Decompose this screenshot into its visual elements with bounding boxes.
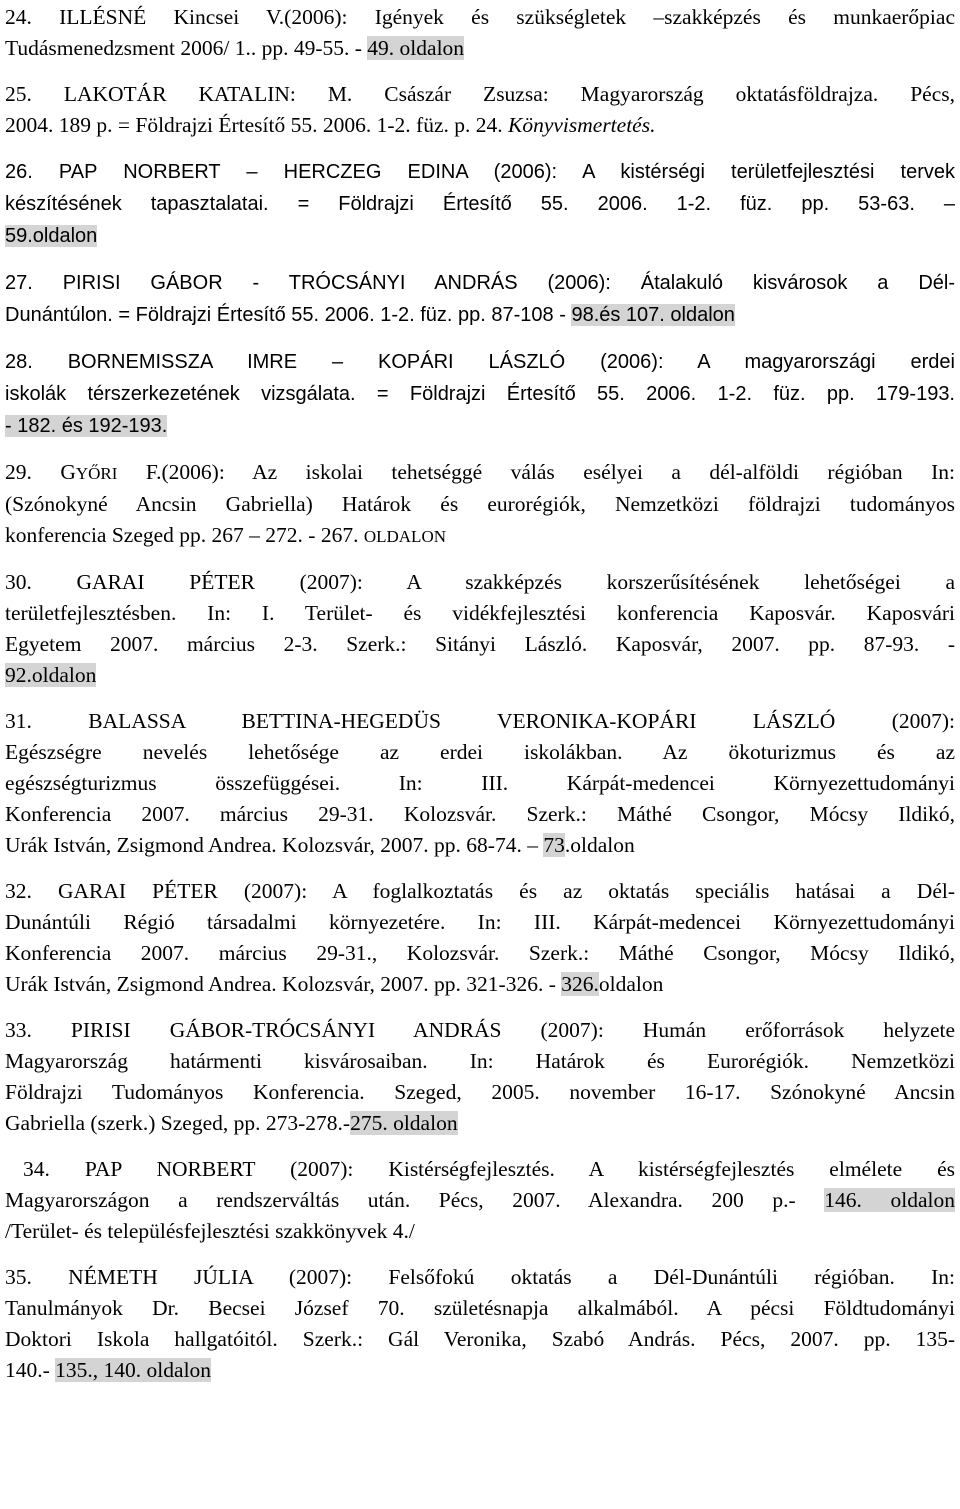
entry-line [5, 598, 955, 629]
highlighted-page-reference: 275. oldalon [350, 1111, 458, 1135]
entry-text: 140.- [5, 1358, 56, 1382]
entry-text: Egyetem 2007. március 2-3. Szerk.: Sitányi László. Kaposvár, 2007. pp. 87-93. - [5, 632, 955, 656]
entry-line [5, 938, 955, 969]
entry-text: Gabriella (szerk.) Szeged, pp. 273-278.- [5, 1111, 351, 1135]
bibliography-entry-27 [5, 267, 955, 331]
entry-text: Tanulmányok Dr. Becsei József 70. születésnapja alkalmából. A pécsi Földtudományi [5, 1296, 955, 1320]
entry-line [5, 2, 955, 33]
entry-text: (Szónokyné Ancsin Gabriella) Határok és eurorégiók, Nemzetközi földrajzi tudományos [5, 492, 955, 516]
entry-line [5, 299, 955, 331]
entry-text: Doktori Iskola hallgatóitól. Szerk.: Gál Veronika, Szabó András. Pécs, 2007. pp. 135- [5, 1327, 955, 1351]
entry-line [5, 110, 955, 141]
entry-text: Dunántúlon. = Földrajzi Értesítő 55. 2006. 1-2. füz. pp. 87-108 - [5, 304, 572, 326]
bibliography-entry-24 [5, 2, 955, 64]
entry-line [5, 346, 955, 378]
entry-line [5, 799, 955, 830]
bibliography-entry-25 [5, 79, 955, 141]
highlighted-page-reference: 135., 140. oldalon [55, 1358, 212, 1382]
entry-text: iskolák térszerkezetének vizsgálata. = Földrajzi Értesítő 55. 2006. 1-2. füz. pp. 179-193. [5, 383, 955, 405]
entry-text: OLDALON [363, 527, 446, 546]
entry-text: Egészségre nevelés lehetősége az erdei iskolákban. Az ökoturizmus és az [5, 740, 955, 764]
entry-line [5, 267, 955, 299]
entry-text: területfejlesztésben. In: I. Terület- és vidékfejlesztési konferencia Kaposvár. Kaposvári [5, 601, 955, 625]
entry-line [5, 378, 955, 410]
entry-text: Dunántúli Régió társadalmi környezetére. In: III. Kárpát-medencei Környezettudományi [5, 910, 955, 934]
entry-line [5, 188, 955, 220]
entry-text: 25. LAKOTÁR KATALIN: M. Császár Zsuzsa: Magyarország oktatásföldrajza. Pécs, [5, 82, 955, 106]
entry-text: 28. BORNEMISSZA IMRE – KOPÁRI LÁSZLÓ (2006): A magyarországi erdei [5, 351, 955, 373]
entry-text: 30. GARAI PÉTER (2007): A szakképzés korszerűsítésének lehetőségei a [5, 570, 955, 594]
entry-line [5, 768, 955, 799]
entry-line [5, 33, 955, 64]
entry-text: oldalon [598, 972, 664, 996]
bibliography-entry-30 [5, 567, 955, 691]
entry-line [5, 830, 955, 861]
entry-text: Konferencia 2007. március 29-31. Kolozsvár. Szerk.: Máthé Csongor, Mócsy Ildikó, [5, 802, 955, 826]
entry-line [5, 457, 955, 489]
entry-line [5, 737, 955, 768]
entry-text: 27. PIRISI GÁBOR - TRÓCSÁNYI ANDRÁS (2006): Átalakuló kisvárosok a Dél- [5, 272, 955, 294]
entry-text: Urák István, Zsigmond Andrea. Kolozsvár, 2007. pp. 68-74. – [5, 833, 544, 857]
entry-line [5, 489, 955, 520]
entry-text: Földrajzi Tudományos Konferencia. Szeged, 2005. november 16-17. Szónokyné Ancsin [5, 1080, 955, 1104]
bibliography-entry-31 [5, 706, 955, 861]
bibliography-entry-35 [5, 1262, 955, 1386]
entry-line [5, 79, 955, 110]
entry-line [5, 1185, 955, 1216]
bibliography-entry-33 [5, 1015, 955, 1139]
entry-text: 35. NÉMETH JÚLIA (2007): Felsőfokú oktatás a Dél-Dunántúli régióban. In: [5, 1265, 955, 1289]
entry-text: egészségturizmus összefüggései. In: III. Kárpát-medencei Környezettudományi [5, 771, 955, 795]
entry-line [5, 876, 955, 907]
entry-text: /Terület- és településfejlesztési szakkönyvek 4./ [5, 1219, 415, 1243]
highlighted-page-reference: 49. oldalon [367, 36, 465, 60]
entry-text: Urák István, Zsigmond Andrea. Kolozsvár, 2007. pp. 321-326. - [5, 972, 562, 996]
highlighted-page-reference: 98.és 107. oldalon [571, 304, 735, 326]
highlighted-page-reference: 59.oldalon [5, 225, 98, 247]
entry-text: Magyarország határmenti kisvárosaiban. In: Határok és Eurorégiók. Nemzetközi [5, 1049, 955, 1073]
entry-text: 24. ILLÉSNÉ Kincsei V.(2006): Igények és szükségletek –szakképzés és munkaerőpiac [5, 5, 955, 29]
bibliography-entry-29 [5, 457, 955, 552]
entry-line [5, 567, 955, 598]
entry-line [5, 1015, 955, 1046]
entry-line [5, 969, 955, 1000]
entry-line [5, 907, 955, 938]
highlighted-page-reference: - 182. és 192-193. [5, 415, 168, 437]
entry-text: 32. GARAI PÉTER (2007): A foglalkoztatás és az oktatás speciális hatásai a Dél- [5, 879, 955, 903]
entry-text: YŐRI [75, 464, 118, 483]
entry-line [5, 1262, 955, 1293]
entry-line [5, 660, 955, 691]
entry-text: Tudásmenedzsment 2006/ 1.. pp. 49-55. - [5, 36, 368, 60]
entry-text: 31. BALASSA BETTINA-HEGEDÜS VERONIKA-KOPÁRI LÁSZLÓ (2007): [5, 709, 955, 733]
entry-text: 2004. 189 p. = Földrajzi Értesítő 55. 2006. 1-2. füz. p. 24. [5, 113, 508, 137]
entry-line [5, 1046, 955, 1077]
bibliography-entry-28 [5, 346, 955, 442]
bibliography-entry-32 [5, 876, 955, 1000]
entry-text: .oldalon [564, 833, 635, 857]
highlighted-page-reference: 326. [561, 972, 599, 996]
highlighted-page-reference: 73 [543, 833, 565, 857]
bibliography-entry-26 [5, 156, 955, 252]
entry-text: 29. G [5, 460, 76, 484]
entry-line [5, 1355, 955, 1386]
entry-text: Könyvismertetés. [507, 113, 656, 137]
entry-line [5, 1108, 955, 1139]
entry-text: 34. PAP NORBERT (2007): Kistérségfejlesztés. A kistérségfejlesztés elmélete és [23, 1157, 955, 1181]
entry-text: Magyarországon a rendszerváltás után. Pécs, 2007. Alexandra. 200 p.- [5, 1188, 825, 1212]
entry-text: konferencia Szeged pp. 267 – 272. - 267. [5, 523, 364, 547]
entry-line [5, 1077, 955, 1108]
highlighted-page-reference: 146. oldalon [824, 1188, 955, 1212]
entry-line [5, 1324, 955, 1355]
entry-text: készítésének tapasztalatai. = Földrajzi Értesítő 55. 2006. 1-2. füz. pp. 53-63. – [5, 193, 955, 215]
entry-line [5, 1293, 955, 1324]
entry-text: 33. PIRISI GÁBOR-TRÓCSÁNYI ANDRÁS (2007): Humán erőforrások helyzete [5, 1018, 955, 1042]
bibliography-entry-34 [5, 1154, 955, 1247]
entry-line [5, 1154, 955, 1185]
entry-text: Konferencia 2007. március 29-31., Kolozsvár. Szerk.: Máthé Csongor, Mócsy Ildikó, [5, 941, 955, 965]
entry-line [5, 1216, 955, 1247]
entry-line [5, 629, 955, 660]
entry-line [5, 156, 955, 188]
entry-line [5, 520, 955, 552]
entry-text: F.(2006): Az iskolai tehetséggé válás esélyei a dél-alföldi régióban In: [117, 460, 955, 484]
entry-line [5, 410, 955, 442]
entry-text: 26. PAP NORBERT – HERCZEG EDINA (2006): A kistérségi területfejlesztési tervek [5, 161, 955, 183]
entry-line [5, 220, 955, 252]
highlighted-page-reference: 92.oldalon [5, 663, 97, 687]
entry-line [5, 706, 955, 737]
